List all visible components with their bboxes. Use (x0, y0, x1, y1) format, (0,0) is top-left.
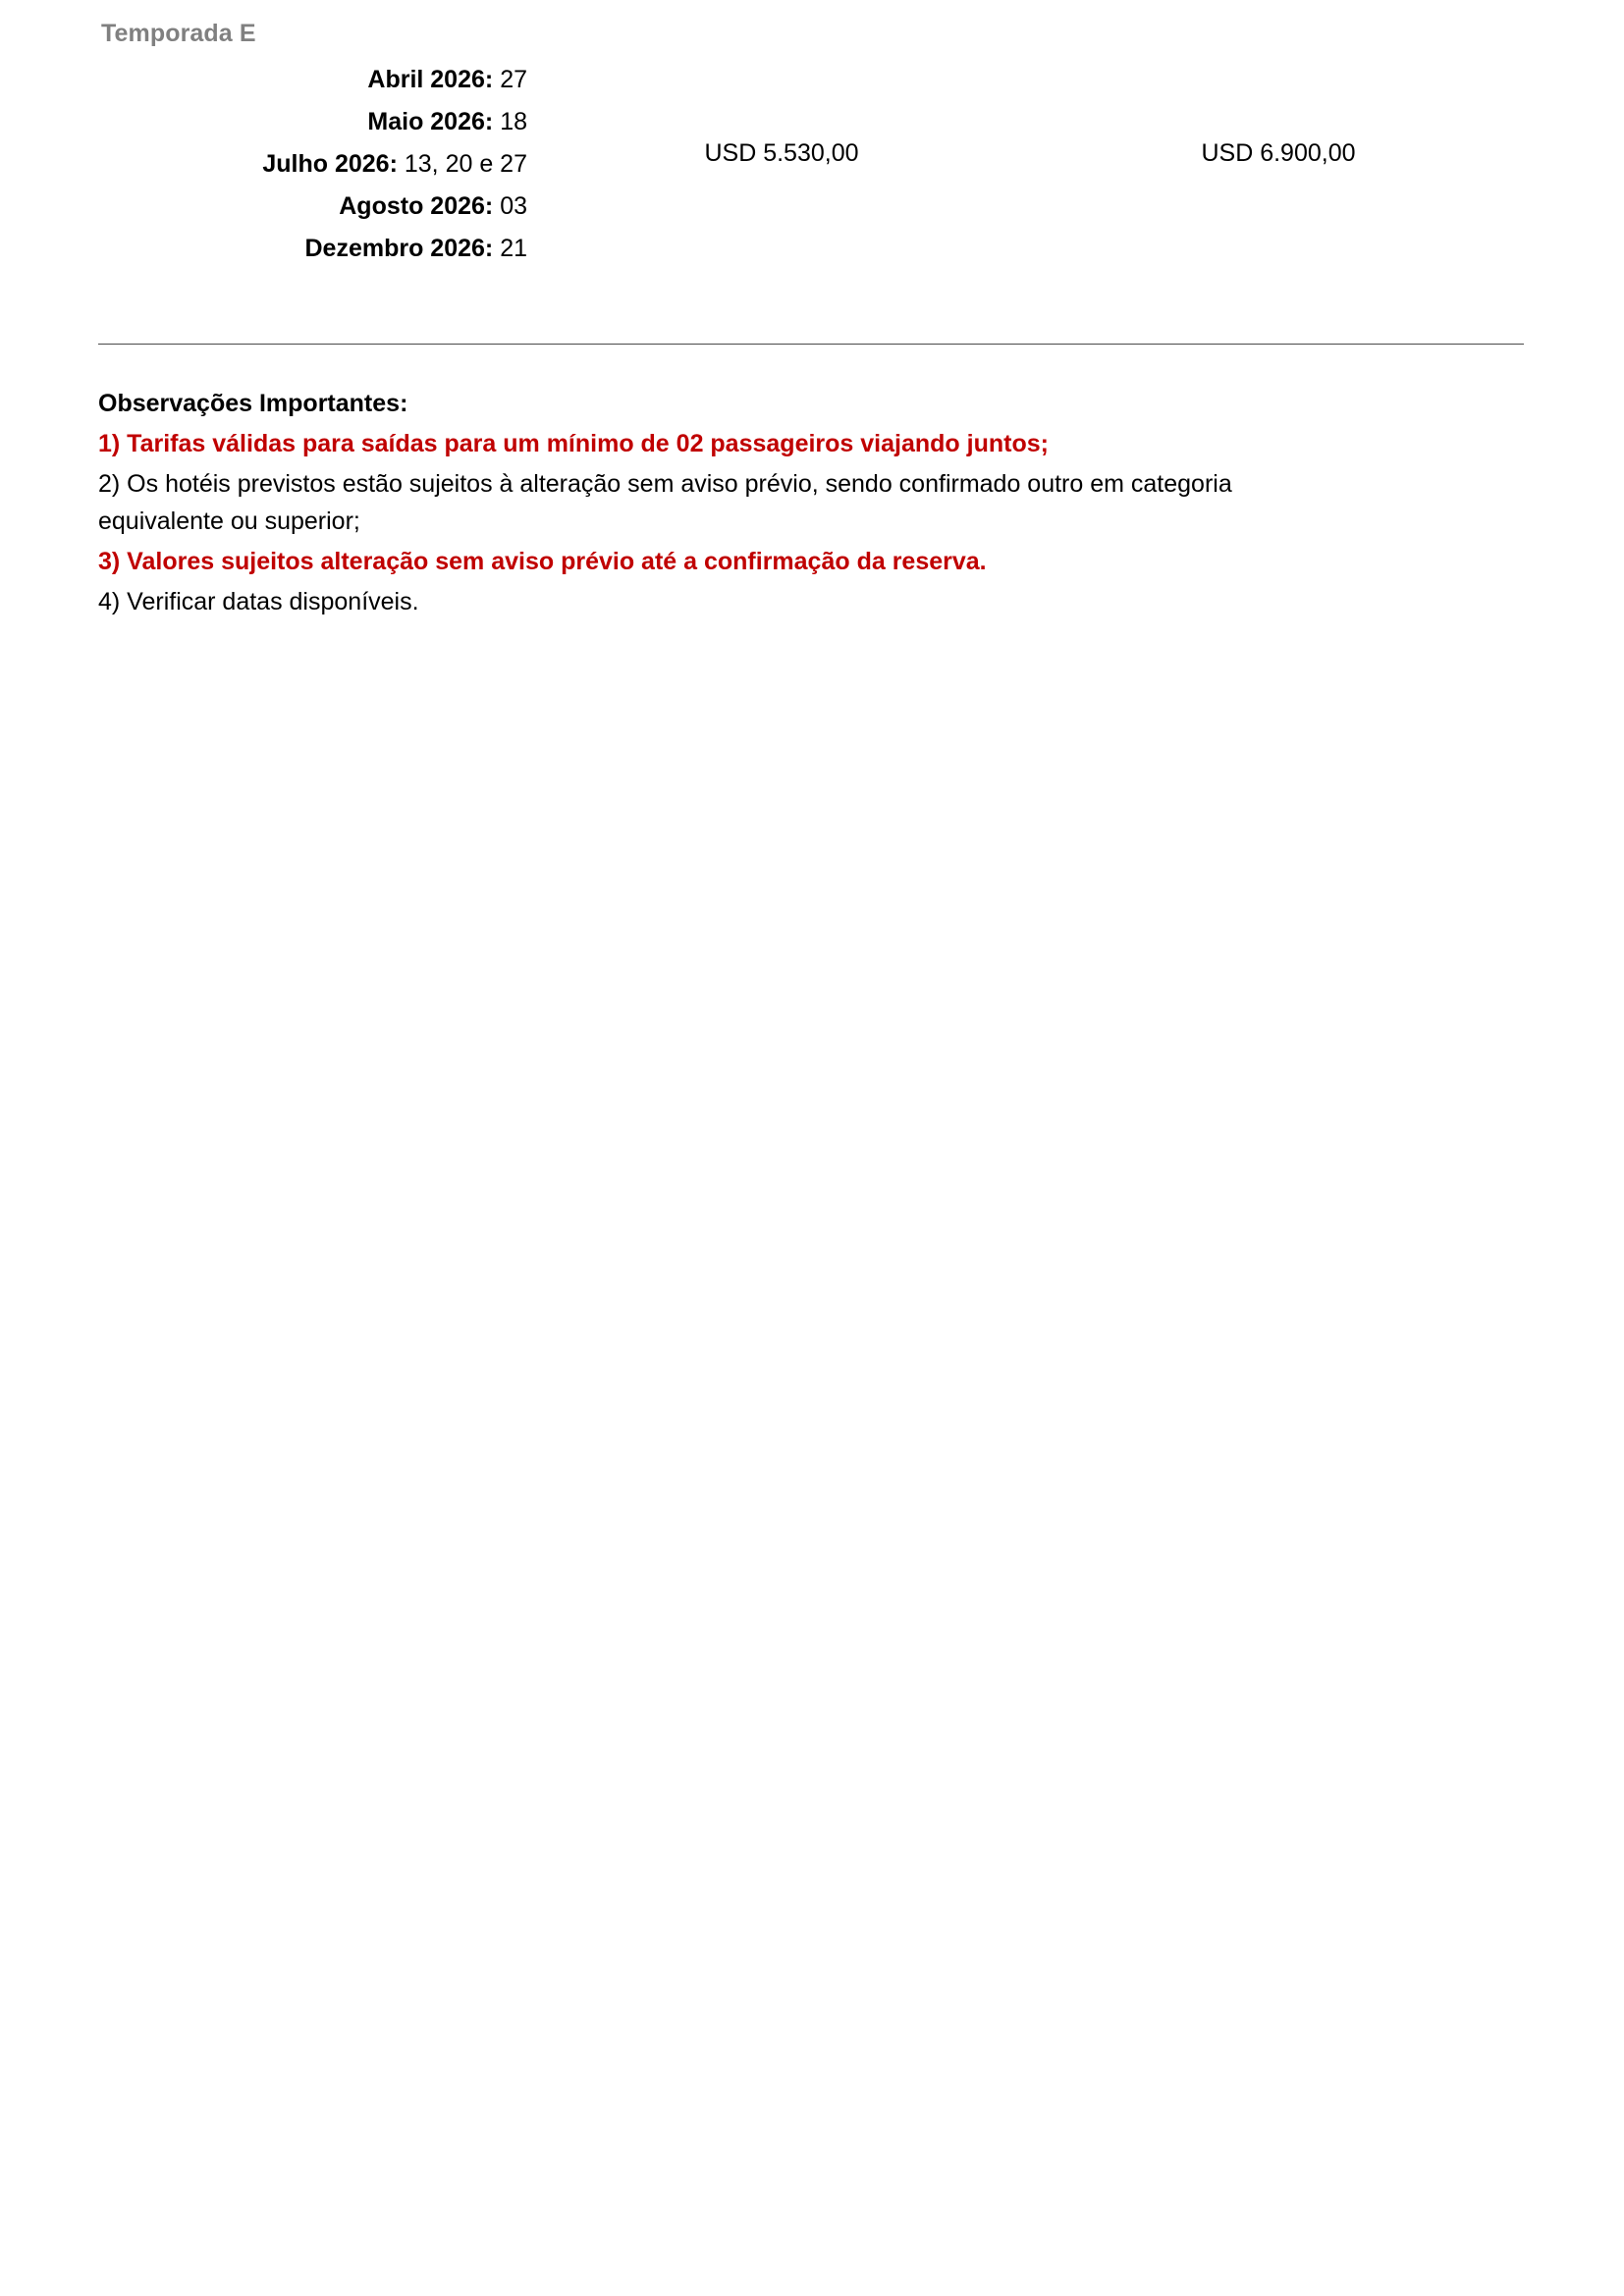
date-line (101, 186, 527, 228)
date-line (101, 101, 527, 143)
note-item: 2) Os hotéis previstos estão sujeitos à alteração sem aviso prévio, sendo confirmado outro em categoria equivalente ou superior; (98, 470, 1232, 535)
season-label: Temporada E (101, 20, 256, 47)
rate-table (101, 59, 1527, 270)
date-line (101, 228, 527, 270)
date-month-label: Dezembro 2026: (304, 235, 494, 262)
date-month-label: Abril 2026: (367, 66, 494, 93)
note-item: 4) Verificar datas disponíveis. (98, 588, 419, 615)
rate-row (101, 59, 1527, 270)
date-days-value: 18 (500, 108, 527, 135)
date-month-label: Julho 2026: (262, 150, 398, 178)
date-line (101, 59, 527, 101)
price-double-cell: USD 5.530,00 (704, 139, 859, 167)
date-days-value: 13, 20 e 27 (404, 150, 527, 178)
notes-title: Observações Importantes: (98, 390, 408, 417)
date-month-label: Agosto 2026: (339, 192, 494, 220)
note-item: 1) Tarifas válidas para saídas para um mínimo de 02 passageiros viajando juntos; (98, 430, 1049, 457)
date-line (101, 143, 527, 186)
section-divider (98, 344, 1524, 345)
important-notes-section (98, 385, 1375, 623)
date-days-value: 03 (500, 192, 527, 220)
price-single-cell: USD 6.900,00 (1201, 139, 1356, 167)
departure-dates-column (101, 59, 533, 270)
date-days-value: 27 (500, 66, 527, 93)
date-month-label: Maio 2026: (367, 108, 494, 135)
date-days-value: 21 (500, 235, 527, 262)
note-item: 3) Valores sujeitos alteração sem aviso prévio até a confirmação da reserva. (98, 548, 987, 575)
